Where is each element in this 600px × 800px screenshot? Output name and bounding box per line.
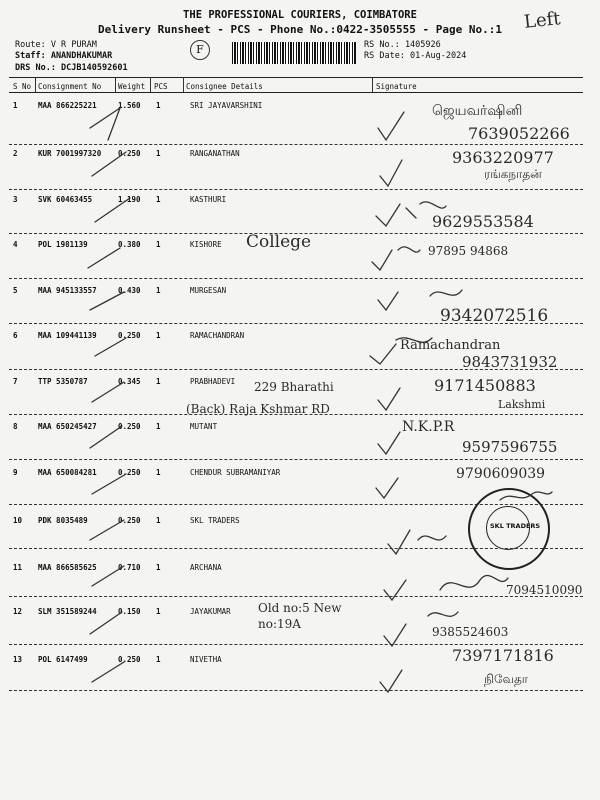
signature-phone: 9363220977 (452, 148, 554, 167)
row-consignee: KISHORE (190, 240, 222, 249)
row-pcs: 1 (156, 655, 161, 664)
handwritten-note: Old no:5 New no:19A (258, 601, 342, 631)
col-consignment: Consignment No (38, 82, 102, 91)
col-pcs: PCS (154, 82, 168, 91)
row-pcs: 1 (156, 286, 161, 295)
signature-name: ரங்கநாதன் (484, 167, 542, 181)
row-consignee: MUTANT (190, 422, 218, 431)
staff-label: Staff: ANANDHAKUMAR (15, 51, 113, 61)
row-consignee: SRI JAYAVARSHINI (190, 101, 263, 110)
row-pcs: 1 (156, 468, 161, 477)
row-pcs: 1 (156, 516, 161, 525)
rs-date: RS Date: 01-Aug-2024 (364, 51, 467, 61)
row-pcs: 1 (156, 607, 161, 616)
row-sno: 5 (13, 286, 18, 295)
row-sno: 13 (13, 655, 23, 664)
signature-phone: 97895 94868 (428, 244, 509, 258)
row-weight: 0.710 (118, 563, 141, 572)
signature-name: Lakshmi (498, 398, 546, 411)
col-sno: S No (13, 82, 32, 91)
row-pcs: 1 (156, 563, 161, 572)
row-sno: 12 (13, 607, 23, 616)
row-consignment: MAA 650084281 (38, 468, 97, 477)
signature-phone: 9342072516 (440, 306, 549, 326)
row-consignment: SVK 60463455 (38, 195, 93, 204)
handwritten-note: 229 Bharathi (Back) Raja Kshmar RD (186, 380, 334, 416)
signature-phone: 9790609039 (456, 466, 546, 482)
row-consignment: SLM 351589244 (38, 607, 97, 616)
circled-letter: F (190, 40, 210, 60)
rs-number: RS No.: 1405926 (364, 40, 441, 50)
row-consignee: ARCHANA (190, 563, 222, 572)
row-weight: 0.150 (118, 607, 141, 616)
row-pcs: 1 (156, 240, 161, 249)
row-consignee: RANGANATHAN (190, 149, 240, 158)
row-sno: 8 (13, 422, 18, 431)
row-weight: 0.345 (118, 377, 141, 386)
signature-phone: 9597596755 (462, 438, 558, 456)
company-title: THE PROFESSIONAL COURIERS, COIMBATORE (183, 9, 417, 21)
col-weight: Weight (118, 82, 146, 91)
corner-handwriting: Left (523, 8, 562, 33)
row-sno: 10 (13, 516, 23, 525)
row-consignee: MURGESAN (190, 286, 227, 295)
col-signature: Signature (376, 82, 417, 91)
row-weight: 0.380 (118, 240, 141, 249)
row-weight: 0.250 (118, 331, 141, 340)
row-consignee: JAYAKUMAR (190, 607, 231, 616)
row-sno: 4 (13, 240, 18, 249)
row-pcs: 1 (156, 377, 161, 386)
row-weight: 1.560 (118, 101, 141, 110)
col-consignee: Consignee Details (186, 82, 263, 91)
row-consignee: KASTHURI (190, 195, 227, 204)
signature-phone: 7397171816 (452, 646, 554, 665)
drs-number: DRS No.: DCJB140592601 (15, 63, 128, 73)
row-sno: 9 (13, 468, 18, 477)
row-pcs: 1 (156, 149, 161, 158)
signature-phone: 7639052266 (468, 124, 570, 143)
row-weight: 1.190 (118, 195, 141, 204)
signature-phone: 9629553584 (432, 212, 534, 231)
row-consignee: RAMACHANDRAN (190, 331, 245, 340)
handwritten-note: College (246, 232, 312, 252)
row-pcs: 1 (156, 331, 161, 340)
row-consignment: KUR 7001997320 (38, 149, 102, 158)
row-sno: 7 (13, 377, 18, 386)
row-weight: 0.250 (118, 149, 141, 158)
row-pcs: 1 (156, 101, 161, 110)
row-consignment: POL 6147499 (38, 655, 88, 664)
row-consignment: MAA 866225221 (38, 101, 97, 110)
signature-name: ஜெயவர்ஷினி (432, 103, 523, 119)
row-sno: 3 (13, 195, 18, 204)
runsheet-subtitle: Delivery Runsheet - PCS - Phone No.:0422-3505555 - Page No.:1 (98, 23, 502, 36)
row-weight: 0.430 (118, 286, 141, 295)
row-consignment: MAA 109441139 (38, 331, 97, 340)
row-sno: 1 (13, 101, 18, 110)
row-weight: 0.250 (118, 516, 141, 525)
row-weight: 0.250 (118, 468, 141, 477)
signature-phone: 9385524603 (432, 625, 509, 639)
row-pcs: 1 (156, 195, 161, 204)
row-consignee: NIVETHA (190, 655, 222, 664)
row-consignee: PRABHADEVI (190, 377, 236, 386)
route-label: Route: V R PURAM (15, 40, 97, 50)
row-sno: 6 (13, 331, 18, 340)
row-sno: 11 (13, 563, 23, 572)
row-consignee: SKL TRADERS (190, 516, 240, 525)
row-consignment: MAA 945133557 (38, 286, 97, 295)
row-consignment: MAA 650245427 (38, 422, 97, 431)
signature-phone: 7094510090 (506, 583, 583, 597)
signature-name: N.K.P.R (402, 419, 455, 435)
signature-name: நிவேதா (484, 672, 529, 686)
row-consignment: POL 1981139 (38, 240, 88, 249)
row-consignee: CHENDUR SUBRAMANIYAR (190, 468, 281, 477)
stamp-text: SKL TRADERS (490, 522, 541, 530)
row-consignment: MAA 866585625 (38, 563, 97, 572)
row-sno: 2 (13, 149, 18, 158)
signature-name: Ramachandran (400, 338, 501, 353)
signature-phone: 9171450883 (434, 376, 536, 395)
row-weight: 0.250 (118, 422, 141, 431)
row-pcs: 1 (156, 422, 161, 431)
row-consignment: TTP 5350787 (38, 377, 88, 386)
signature-phone: 9843731932 (462, 353, 558, 371)
row-consignment: PDK 8035489 (38, 516, 88, 525)
row-weight: 0.250 (118, 655, 141, 664)
